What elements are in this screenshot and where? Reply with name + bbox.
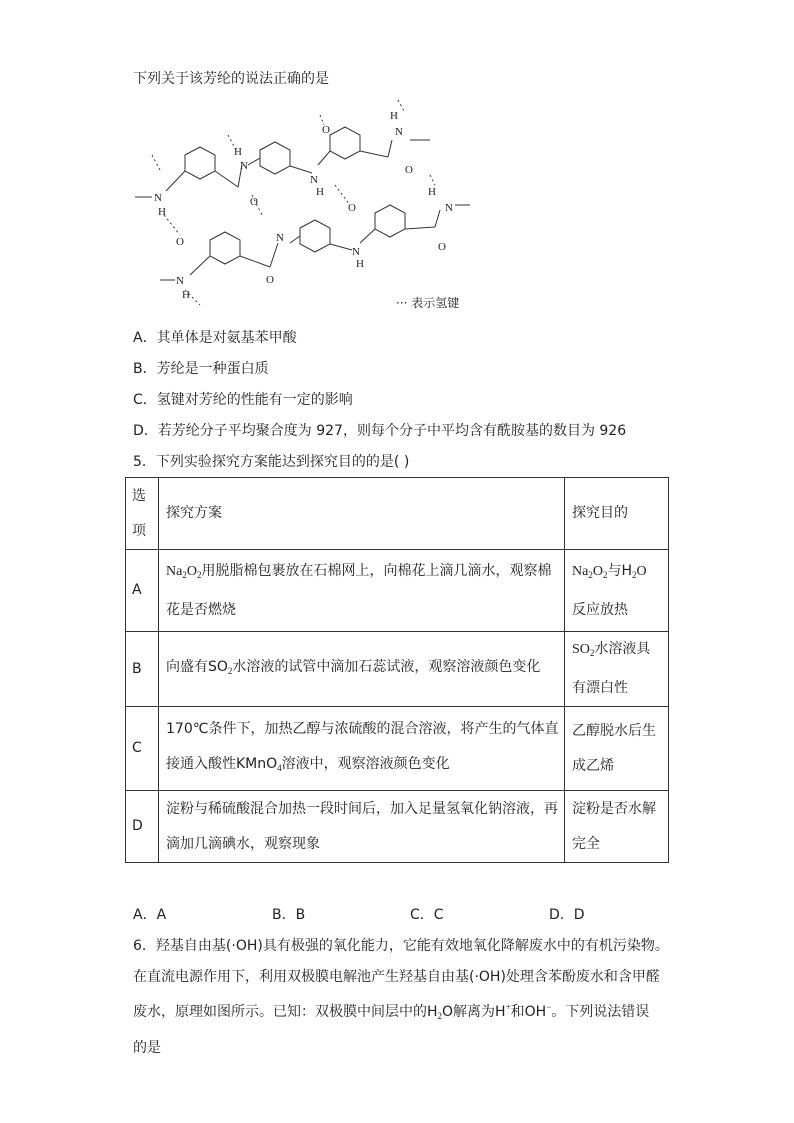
atom-label: H (390, 110, 398, 122)
table-header-row (126, 478, 669, 550)
atom-label: H (158, 206, 166, 218)
benzene-ring (375, 205, 405, 237)
atom-label: O (266, 274, 274, 286)
hydrogen-bond (152, 155, 160, 170)
atom-label: N (445, 202, 453, 214)
row-plan: 170℃条件下，加热乙醇与浓硫酸的混合溶液，将产生的气体直 接通入酸性KMnO$_4$溶液中，观察溶液颜色变化 (159, 707, 565, 791)
hydrogen-bond (398, 100, 405, 113)
q5-answer-b: B．B (272, 907, 306, 923)
atom-label: N (240, 160, 248, 172)
atom-label: N (176, 275, 184, 287)
atom-label: O (176, 236, 184, 248)
q5-answer-c: C．C (410, 907, 444, 923)
row-plan: $Na_2O_2$用脱脂棉包裹放在石棉网上，向棉花上滴几滴水，观察棉 花是否燃烧 (159, 550, 565, 632)
table-row (126, 550, 669, 632)
row-option: B (126, 632, 159, 707)
atom-label: O (250, 196, 258, 208)
atom-label: N (154, 192, 162, 204)
header-option: 选 项 (126, 478, 159, 550)
atom-label: H (316, 186, 324, 198)
benzene-ring (185, 147, 215, 179)
figure-legend: ··· 表示氢键 (396, 296, 460, 310)
q4-stem: 下列关于该芳纶的说法正确的是 (133, 71, 329, 87)
row-plan: 向盛有$SO_2$水溶液的试管中滴加石蕊试液，观察溶液颜色变化 (159, 632, 565, 707)
table-row (126, 791, 669, 863)
atom-label: O (405, 164, 413, 176)
hydrogen-bond (164, 215, 180, 235)
q6-line-1: 6．羟基自由基(·OH)具有极强的氧化能力，它能有效地氧化降解废水中的有机污染物。 (133, 938, 669, 954)
row-goal: $SO_2$水溶液具 有漂白性 (565, 632, 669, 707)
q5-answer-a: A．A (133, 907, 167, 923)
atom-label: H (182, 289, 190, 301)
q5-answer-d: D．D (549, 907, 585, 923)
header-goal: 探究目的 (565, 478, 669, 550)
table-row (126, 632, 669, 707)
row-plan: 淀粉与稀硫酸混合加热一段时间后，加入足量氢氧化钠溶液，再 滴加几滴碘水，观察现象 (159, 791, 565, 863)
q6-line-3: 废水，原理如图所示。已知：双极膜中间层中的$H_2O$解离为H+和OH−。下列说法错误 (133, 1002, 650, 1021)
q5-stem: 5．下列实验探究方案能达到探究目的的是( ) (133, 454, 410, 470)
row-option: C (126, 707, 159, 791)
atom-label: H (428, 186, 436, 198)
q4-option-d: D．若芳纶分子平均聚合度为 927，则每个分子中平均含有酰胺基的数目为 926 (133, 423, 627, 439)
table-row (126, 707, 669, 791)
row-option: D (126, 791, 159, 863)
atom-label: N (395, 126, 403, 138)
q4-option-c: C．氢键对芳纶的性能有一定的影响 (133, 392, 353, 408)
experiment-table (125, 477, 669, 863)
benzene-ring (300, 220, 330, 252)
hydrogen-bond (430, 175, 435, 185)
row-option: A (126, 550, 159, 632)
q4-option-b: B．芳纶是一种蛋白质 (133, 361, 269, 377)
q6-line-2: 在直流电源作用下，利用双极膜电解池产生羟基自由基(·OH)处理含苯酚废水和含甲醛 (133, 969, 660, 985)
atom-label: H (356, 258, 364, 270)
atom-label: O (322, 124, 330, 136)
atom-label: N (276, 232, 284, 244)
row-goal: $Na_2O_2$与$H_2O$ 反应放热 (565, 550, 669, 632)
atom-label: N (310, 174, 318, 186)
atom-label: O (348, 202, 356, 214)
row-goal: 淀粉是否水解 完全 (565, 791, 669, 863)
q6-line-4: 的是 (133, 1040, 161, 1056)
atom-label: N (352, 246, 360, 258)
benzene-ring (210, 232, 240, 264)
aramid-structure-figure (130, 95, 490, 315)
atom-label: O (438, 241, 446, 253)
benzene-ring (260, 142, 290, 174)
header-plan: 探究方案 (159, 478, 565, 550)
atom-label: H (234, 146, 242, 158)
benzene-ring (330, 127, 360, 159)
q4-option-a: A．其单体是对氨基苯甲酸 (133, 330, 297, 346)
row-goal: 乙醇脱水后生 成乙烯 (565, 707, 669, 791)
